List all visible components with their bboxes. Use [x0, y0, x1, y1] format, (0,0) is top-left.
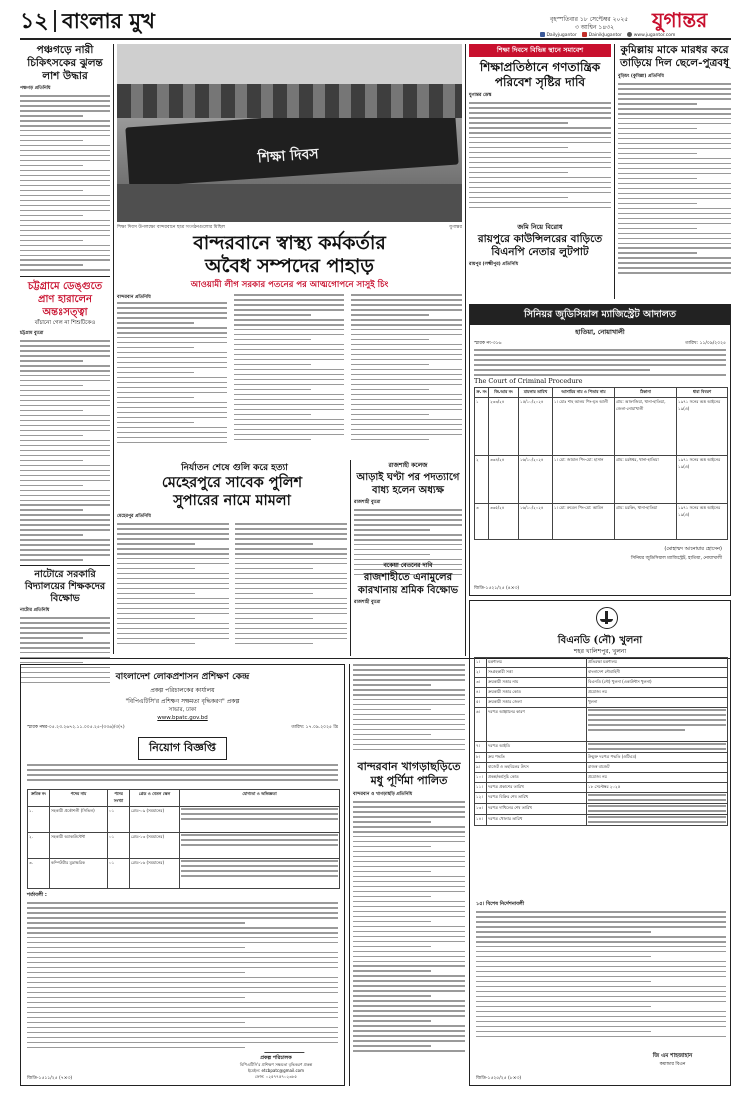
- navy-row-label: ক্রয়কারী সত্তার নাম: [487, 678, 587, 688]
- education-title: শিক্ষাপ্রতিষ্ঠানে গণতান্ত্রিক পরিবেশ সৃষ্টির দাবি: [479, 60, 601, 89]
- story3-byline: নাটোর প্রতিনিধি: [20, 608, 50, 613]
- court-cell-section: ১৯৭১ সনের অস্ত্র আইনের ১৯(এ): [677, 398, 728, 456]
- rangpur-kicker: জমি নিয়ে বিরোধ: [517, 223, 563, 231]
- lead-subtitle: আওয়ামী লীগ সরকার পতনের পর আত্মগোপনে সাসুই চিং: [190, 280, 389, 290]
- rajshahi-college-title: আড়াই ঘণ্টা পর পদত্যাগে বাধ্য হলেন অধ্যক্ষ: [356, 472, 460, 496]
- navy-row-value-lines: [587, 708, 728, 742]
- navy-row-label: দরপত্র বিক্রির শেষ তারিখ: [487, 793, 587, 804]
- facebook-icon: [540, 32, 545, 37]
- lead-story: [117, 232, 462, 457]
- bpatc-conditions-label: শর্তাবলী :: [27, 892, 47, 898]
- navy-row-value: রাজস্ব বাজেট: [587, 763, 728, 773]
- navy-row-value: প্রযোজ্য নয়: [587, 688, 728, 698]
- lead-title-2: অবৈধ সম্পদের পাহাড়: [205, 255, 374, 277]
- story1-byline: পঞ্চগড় প্রতিনিধি: [20, 86, 51, 91]
- navy-row-label: প্রকল্প/কর্মসূচি কোড: [487, 773, 587, 783]
- rally-crowd: [117, 84, 462, 118]
- story2-title-3: অন্তঃসত্ত্বা: [42, 307, 88, 318]
- rajshahi-workers-title: রাজশাহীতে এনামুলের কারখানায় শ্রমিক বিক্ষোভ: [357, 572, 459, 596]
- court-cell-address: গ্রাম: আফাজিয়া, থানা-হাতিয়া, জেলা-নোয়াখালী: [615, 398, 677, 456]
- story1-title: পঞ্চগড়ে নারী চিকিৎসকের ঝুলন্ত লাশ উদ্ধার: [27, 44, 103, 82]
- table-row: [475, 742, 728, 753]
- navy-row-label: ক্রয়কারী সত্তার কোড: [487, 688, 587, 698]
- lead-body-col-3: [351, 294, 462, 447]
- navy-row-label: বাজেট ও তহবিলের উৎস: [487, 763, 587, 773]
- navy-row-value: বিএনডি (নৌ) খুলনা (একাউন্টস খুলনা): [587, 678, 728, 688]
- navy-row-label: ক্রয়কারী সত্তার জেলা: [487, 698, 587, 708]
- bpatc-conditions-text: [27, 902, 338, 1052]
- page-number: ১২: [20, 8, 49, 34]
- bpatc-cell-grade: গ্রেড-০৯ (সমমানের): [130, 807, 180, 833]
- social-handle-2[interactable]: DainikJugantor: [588, 33, 622, 38]
- navy-row-value-lines: [587, 793, 728, 804]
- navy-row-n: ১০।: [475, 773, 487, 783]
- caption-text: শিক্ষা দিবস উপলক্ষ্যে বান্দরবানে ছাত্র সংগঠনগুলোর মিছিল: [117, 225, 226, 230]
- bpatc-intro-text: [27, 764, 338, 786]
- comilla-byline: বুড়িচং (কুমিল্লা) প্রতিনিধি: [618, 74, 664, 79]
- rajshahi-workers-body: [353, 664, 465, 756]
- navy-tender-ad: [469, 600, 731, 1086]
- education-story: [469, 44, 611, 220]
- table-row: [475, 783, 728, 793]
- court-header-title: সিনিয়র জুডিসিয়াল ম্যাজিস্ট্রেট আদালত: [524, 309, 676, 320]
- column-divider-3: [465, 44, 466, 656]
- date-line-1: বৃহস্পতিবার ১৮ সেপ্টেম্বর ২০২৫: [550, 16, 629, 23]
- court-subheader: হাতিয়া, নোয়াখালী: [575, 328, 625, 336]
- court-intro-text: [474, 349, 726, 377]
- court-cell-serial: ৩: [475, 504, 489, 540]
- bpatc-signature-mark: [264, 1043, 308, 1053]
- navy-org-sub: শহর খালিশপুর, খুলনা: [573, 648, 627, 655]
- bpatc-cell-serial: ২.: [28, 833, 50, 859]
- court-col-section: ধারা বিবরণ: [677, 388, 728, 398]
- court-table: [474, 387, 728, 540]
- table-row: [28, 807, 340, 833]
- table-row: [475, 658, 728, 668]
- column-divider-5: [349, 664, 350, 1086]
- navy-table: [474, 657, 728, 826]
- navy-emblem: [596, 607, 618, 629]
- table-row: [475, 815, 728, 826]
- court-cell-date: ১৬/১০/২০২৪: [519, 456, 553, 504]
- bpatc-header-4: সাভার, ঢাকা: [168, 707, 197, 713]
- navy-row-n: ৯।: [475, 763, 487, 773]
- bpatc-ad-code: জিডি-১৫১১/২৫ (৭×৩): [27, 1076, 73, 1081]
- court-col-accused: আসামির নাম ও পিতার নাম: [553, 388, 615, 398]
- column-divider-1: [113, 44, 114, 654]
- navy-signature: জি এম শাহজাহান: [652, 1053, 693, 1059]
- bandarban-food-title: বান্দরবান খাগড়াছড়িতে মধু পূর্ণিমা পালিত: [357, 760, 461, 787]
- court-header: [470, 305, 730, 325]
- navy-row-n: ১২।: [475, 793, 487, 804]
- court-cell-date: ১৫/১০/২০২৪: [519, 398, 553, 456]
- bpatc-memo: স্মারক নম্বর-০৫.২৩.২৬৭২.১১.০০৫.২৫-(৩৩৬)/৩(৭): [27, 725, 125, 730]
- rajshahi-workers-byline: রাজশাহী ব্যুরো: [354, 600, 381, 605]
- navy-org: বিএনডি (নৌ) খুলনা: [557, 635, 643, 646]
- table-row: [475, 456, 728, 504]
- rajshahi-college-byline: রাজশাহী ব্যুরো: [354, 500, 381, 505]
- navy-row-value: ১৮ সেপ্টেম্বর ২০২৫: [587, 783, 728, 793]
- bpatc-cell-serial: ৩.: [28, 859, 50, 889]
- court-col-serial: ক্র. নং: [475, 388, 489, 398]
- lead-body-col-1: [117, 302, 227, 447]
- navy-row-label: দরপত্র আইডি: [487, 742, 587, 753]
- court-col-address: ঠিকানা: [615, 388, 677, 398]
- court-cell-address: গ্রাম: চরঈশ্বর, থানা-হাতিয়া: [615, 456, 677, 504]
- navy-row-label: দরপত্র প্রকাশের তারিখ: [487, 783, 587, 793]
- bpatc-cell-post: সহকারী অ্যাকাউন্টেন্ট: [50, 833, 108, 859]
- navy-ad-code: জিডি-১৫২৫/২৫ (৮×৩): [476, 1076, 522, 1081]
- court-cell-case: ৩৩৪/২৪: [489, 456, 519, 504]
- navy-row-value: বাংলাদেশ নৌবাহিনী: [587, 668, 728, 678]
- navy-row-value-lines: [587, 742, 728, 753]
- table-row: [28, 859, 340, 889]
- table-row: [475, 504, 728, 540]
- bpatc-title: নিয়োগ বিজ্ঞপ্তি: [138, 737, 227, 760]
- bpatc-cell-post: সহকারী প্রকৌশলী (সিভিল): [50, 807, 108, 833]
- bandarban-food-story: [353, 760, 465, 1086]
- column-divider-4: [614, 44, 615, 299]
- comilla-body: [618, 83, 731, 278]
- navy-row-label: ক্রয় পদ্ধতি: [487, 753, 587, 763]
- navy-row-n: ৪।: [475, 688, 487, 698]
- navy-row-value: প্রযোজ্য নয়: [587, 773, 728, 783]
- comilla-story: [618, 44, 731, 299]
- court-ad-code: জিডি-১৫২১/২৫ (৪×৩): [474, 586, 520, 591]
- bpatc-table: [27, 789, 340, 889]
- lead-body-col-2: [234, 294, 344, 447]
- comilla-title: কুমিল্লায় মাকে মারধর করে তাড়িয়ে দিল ছেলে-পুত্রবধূ: [619, 44, 730, 69]
- table-row: [475, 773, 728, 783]
- left-column: [20, 44, 110, 659]
- navy-row-n: ১১।: [475, 783, 487, 793]
- table-row: [475, 793, 728, 804]
- youtube-icon: [582, 32, 587, 37]
- court-signature: (মোহাম্মদ আনোয়ার হোসেন): [664, 546, 722, 552]
- bpatc-date: তারিখ: ১৭.০৯.২০২৫ খ্রি: [291, 725, 338, 730]
- rangpur-byline: রায়পুর (লক্ষ্মীপুর) প্রতিনিধি: [469, 262, 519, 267]
- bandarban-food-byline: বান্দরবান ও খাগড়াছড়ি প্রতিনিধি: [353, 792, 413, 797]
- bpatc-cell-count: ০১: [108, 859, 130, 889]
- navy-row-label: দরপত্র আহ্বানের কারণ: [487, 708, 587, 742]
- photo-caption: [117, 223, 462, 231]
- related-kicker: নির্যাতন শেষে গুলি করে হত্যা: [181, 463, 288, 473]
- story2-subtitle: বাঁচানো গেল না শিশুটিকেও: [34, 320, 96, 326]
- court-cell-case: ৩৩৫/২৪: [489, 504, 519, 540]
- rajshahi-college-kicker: রাজশাহী কলেজ: [388, 462, 428, 469]
- newspaper-logo: যুগান্তর: [652, 8, 708, 32]
- navy-row-label: মন্ত্রণালয়: [487, 658, 587, 668]
- table-row: [475, 668, 728, 678]
- education-kicker: শিক্ষা দিবসে বিভিন্ন স্থানে সমাবেশ: [469, 44, 611, 57]
- bpatc-signature: প্রকল্প পরিচালক: [260, 1055, 292, 1061]
- court-cell-section: ১৯৭১ সনের অস্ত্র আইনের ১৯(এ): [677, 456, 728, 504]
- bpatc-cell-serial: ১.: [28, 807, 50, 833]
- navy-row-n: ২।: [475, 668, 487, 678]
- bpatc-recruitment-ad: [20, 664, 345, 1086]
- bpatc-phone: ফোন: ০২৫৭৭৫৭০২৩৮৫: [255, 1074, 297, 1079]
- court-notice-ad: [469, 304, 731, 596]
- bpatc-header-2: প্রকল্প পরিচালকের কার্যালয়: [150, 687, 215, 694]
- website-link[interactable]: www.jugantor.com: [633, 33, 676, 38]
- court-cell-accused: ১। মো: রুবেল পিং-মো: আমিন: [553, 504, 615, 540]
- table-row: [475, 708, 728, 742]
- story1-body: [20, 95, 110, 273]
- court-cell-serial: ২: [475, 456, 489, 504]
- masthead: [20, 8, 731, 38]
- navy-row-value-lines: [587, 815, 728, 826]
- bpatc-cell-qual: [180, 807, 340, 833]
- social-handle-1[interactable]: Dailyjugantor: [546, 33, 577, 38]
- photo-credit: যুগান্তর: [449, 225, 462, 230]
- meherpur-title-1: মেহেরপুরে সাবেক পুলিশ: [161, 474, 303, 491]
- section-title: বাংলার মুখ: [62, 8, 155, 33]
- court-memo: স্মারক নং-৩১৬: [474, 341, 502, 346]
- bpatc-website[interactable]: www.bpatc.gov.bd: [157, 715, 208, 721]
- table-row: [475, 804, 728, 815]
- bpatc-email[interactable]: ইমেইল: etcbpatc@gmail.com: [247, 1068, 305, 1073]
- story2-byline: চট্টগ্রাম ব্যুরো: [20, 331, 44, 336]
- court-cell-section: ১৯৭১ সনের অস্ত্র আইনের ১৯(এ): [677, 504, 728, 540]
- meherpur-story: [117, 474, 347, 658]
- meherpur-title-2: সুপারের নামে মামলা: [173, 492, 291, 509]
- rajshahi-college-story: [354, 460, 462, 540]
- navy-row-n: ৬।: [475, 708, 487, 742]
- table-row: [475, 688, 728, 698]
- lead-byline: বান্দরবান প্রতিনিধি: [117, 295, 151, 300]
- rally-photo: [117, 44, 462, 222]
- bpatc-col-grade: গ্রেড ও বেতন স্কেল: [130, 790, 180, 807]
- court-cell-accused: ১। মোঃ শাহ আলম পিং-মৃত আলী: [553, 398, 615, 456]
- column-divider-2: [350, 460, 351, 656]
- bandarban-food-body: [353, 801, 465, 1056]
- meherpur-body: [117, 523, 347, 653]
- rally-sky: [117, 44, 462, 84]
- rally-ground: [117, 184, 462, 222]
- table-row: [28, 833, 340, 859]
- rangpur-title: রায়পুরে কাউন্সিলরের বাড়িতে বিএনপি নেতার লুটপাট: [477, 233, 603, 258]
- rangpur-story: [469, 222, 611, 302]
- bpatc-cell-grade: গ্রেড-১৩ (সমমানের): [130, 833, 180, 859]
- bpatc-cell-count: ০১: [108, 833, 130, 859]
- navy-closing-text: [476, 911, 726, 1041]
- bpatc-cell-count: ০১: [108, 807, 130, 833]
- education-body: [469, 102, 611, 212]
- bpatc-header-3: "বিপিএটিসি'র প্রশিক্ষণ সক্ষমতা বৃদ্ধিকরণ" প্রকল্প: [125, 698, 240, 705]
- bpatc-col-count: পদের সংখ্যা: [108, 790, 130, 807]
- navy-row-n: ১৩।: [475, 804, 487, 815]
- story3-title: নাটোরে সরকারি বিদ্যালয়ের শিক্ষকদের বিক্ষোভ: [24, 569, 106, 604]
- court-date: তারিখ: ১১/০৯/২০২৫: [685, 341, 726, 346]
- court-table-header: [475, 388, 728, 398]
- bpatc-signature-line: বিপিএটিসি'র প্রশিক্ষণ সক্ষমতা বৃদ্ধিকরণ প্রকল্প: [239, 1062, 313, 1067]
- court-cell-address: গ্রাম: চরকিং, থানা-হাতিয়া: [615, 504, 677, 540]
- bpatc-col-serial: ক্রমিক নং: [28, 790, 50, 807]
- bpatc-cell-qual: [180, 833, 340, 859]
- navy-row-n: ৫।: [475, 698, 487, 708]
- navy-row-n: ১৪।: [475, 815, 487, 826]
- bpatc-header-1: বাংলাদেশ লোকপ্রশাসন প্রশিক্ষণ কেন্দ্র: [115, 672, 250, 682]
- globe-icon: [627, 32, 632, 37]
- navy-signature-title: কমান্ডার বিএন: [659, 1062, 686, 1067]
- navy-row-n: ১।: [475, 658, 487, 668]
- navy-row-value-lines: [587, 804, 728, 815]
- navy-row-value: খুলনা: [587, 698, 728, 708]
- navy-closing-label: ১৫। বিশেষ নির্দেশনাবলী: [476, 901, 525, 907]
- education-byline: যুগান্তর ডেস্ক: [469, 93, 492, 98]
- court-cell-serial: ১: [475, 398, 489, 456]
- rajshahi-workers-kicker: বকেয়া বেতনের দাবি: [383, 562, 433, 569]
- navy-row-label: দরপত্র দাখিলের শেষ তারিখ: [487, 804, 587, 815]
- navy-row-value: প্রতিরক্ষা মন্ত্রণালয়: [587, 658, 728, 668]
- table-row: [475, 753, 728, 763]
- bpatc-col-post: পদের নাম: [50, 790, 108, 807]
- masthead-divider: [54, 10, 56, 32]
- court-cell-accused: ১। মো: জামাল পিং-মো: হাসান: [553, 456, 615, 504]
- table-row: [475, 398, 728, 456]
- navy-row-n: ৩।: [475, 678, 487, 688]
- rally-banner-text: শিক্ষা দিবস: [257, 146, 320, 167]
- navy-row-n: ৭।: [475, 742, 487, 753]
- court-col-date: মামলার তারিখ: [519, 388, 553, 398]
- navy-row-label: সংগ্রহকারী সত্তা: [487, 668, 587, 678]
- bpatc-table-header: [28, 790, 340, 807]
- lead-title-1: বান্দরবানে স্বাস্থ্য কর্মকর্তার: [193, 232, 386, 254]
- bpatc-cell-qual: [180, 859, 340, 889]
- court-cpc-ref: The Court of Criminal Procedure: [474, 377, 583, 385]
- meherpur-byline: মেহেরপুর প্রতিনিধি: [117, 514, 151, 519]
- navy-row-n: ৮।: [475, 753, 487, 763]
- story2-body: [20, 340, 110, 562]
- story2-title-2: প্রাণ হারালেন: [38, 294, 92, 305]
- bpatc-cell-grade: গ্রেড-১৬ (সমমানের): [130, 859, 180, 889]
- rajshahi-workers-story: [354, 560, 462, 656]
- court-cell-case: ২৩৩/২৪: [489, 398, 519, 456]
- bpatc-col-qual: যোগ্যতা ও অভিজ্ঞতা: [180, 790, 340, 807]
- table-row: [475, 698, 728, 708]
- court-signature-title: সিনিয়র জুডিসিয়াল ম্যাজিস্ট্রেট, হাতিয়া, নোয়াখালী: [630, 556, 722, 561]
- court-col-case: জি.আর নং: [489, 388, 519, 398]
- navy-row-value: উন্মুক্ত দরপত্র পদ্ধতি (ওটিএম): [587, 753, 728, 763]
- masthead-rule: [20, 38, 731, 40]
- bpatc-cell-post: কম্পিউটার মুদ্রাক্ষরিক: [50, 859, 108, 889]
- navy-row-label: দরপত্র খোলার তারিখ: [487, 815, 587, 826]
- table-row: [475, 678, 728, 688]
- date-line-2: ৩ আশ্বিন ১৪৩২: [575, 24, 615, 31]
- court-cell-date: ১৬/১০/২০২৪: [519, 504, 553, 540]
- story2-title-1: চট্টগ্রামে ডেঙ্গুতে: [27, 281, 103, 292]
- table-row: [475, 763, 728, 773]
